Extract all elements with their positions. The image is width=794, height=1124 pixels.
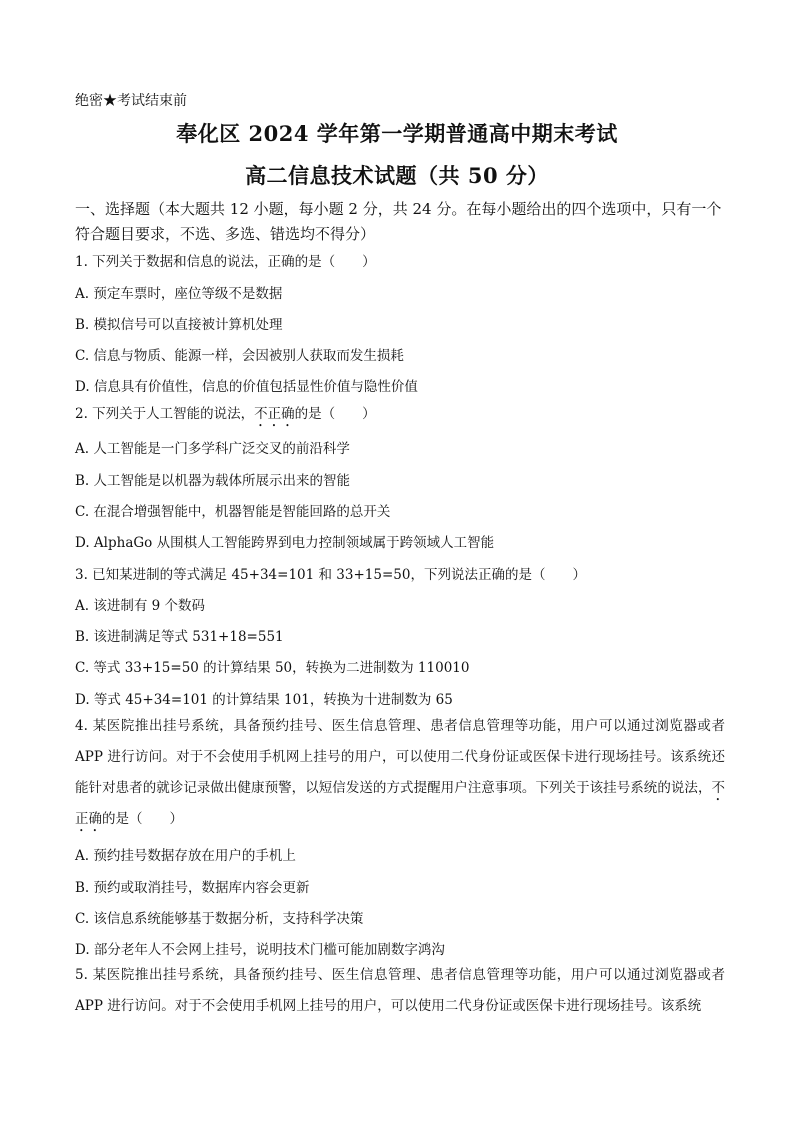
q1-option-a: A. 预定车票时，座位等级不是数据: [75, 286, 283, 302]
q2-stem-emphasis: 不正确: [254, 406, 295, 422]
q4-stem: [75, 711, 725, 835]
exam-subtitle: 高二信息技术试题（共 50 分）: [245, 163, 549, 188]
q2-option-a: A. 人工智能是一门多学科广泛交叉的前沿科学: [75, 441, 350, 457]
q3-stem: 3. 已知某进制的等式满足 45+34=101 和 33+15=50，下列说法正确的是（ ）: [75, 567, 586, 583]
q1-option-d: D. 信息具有价值性，信息的价值包括显性价值与隐性价值: [75, 379, 418, 395]
q2-option-d: D. AlphaGo 从围棋人工智能跨界到电力控制领域属于跨领域人工智能: [75, 535, 495, 551]
q1-option-c: C. 信息与物质、能源一样，会因被别人获取而发生损耗: [75, 348, 404, 364]
q4-stem-pre: 4. 某医院推出挂号系统，具备预约挂号、医生信息管理、患者信息管理等功能，用户可以通过浏览器或者 APP 进行访问。对于不会使用手机网上挂号的用户，可以使用二代身份证或医保卡进行现场挂号。该系统还能针对患者的就诊记录做出健康预警，以短信发送的方式提醒用户注意事项。下列关于该挂号系统的说法，: [75, 718, 725, 796]
q4-option-d: D. 部分老年人不会网上挂号，说明技术门槛可能加剧数字鸿沟: [75, 942, 445, 958]
q2-stem-post: 的是（ ）: [294, 406, 376, 422]
exam-title: 奉化区 2024 学年第一学期普通高中期末考试: [176, 121, 618, 146]
q3-option-a: A. 该进制有 9 个数码: [75, 598, 206, 614]
q1-option-b: B. 模拟信号可以直接被计算机处理: [75, 317, 283, 333]
q1-stem: 1. 下列关于数据和信息的说法，正确的是（ ）: [75, 254, 376, 270]
q4-option-c: C. 该信息系统能够基于数据分析，支持科学决策: [75, 911, 364, 927]
q3-option-c: C. 等式 33+15=50 的计算结果 50，转换为二进制数为 110010: [75, 660, 470, 676]
q4-stem-post: 的是（ ）: [102, 811, 183, 827]
q4-option-b: B. 预约或取消挂号，数据库内容会更新: [75, 880, 310, 896]
q2-stem: [75, 402, 376, 430]
secret-label: 绝密★考试结束前: [75, 93, 187, 109]
q2-stem-pre: 2. 下列关于人工智能的说法，: [75, 406, 255, 422]
q3-option-b: B. 该进制满足等式 531+18=551: [75, 629, 284, 645]
q4-option-a: A. 预约挂号数据存放在用户的手机上: [75, 848, 296, 864]
q2-option-c: C. 在混合增强智能中，机器智能是智能回路的总开关: [75, 504, 391, 520]
q2-option-b: B. 人工智能是以机器为载体所展示出来的智能: [75, 473, 351, 489]
q3-option-d: D. 等式 45+34=101 的计算结果 101，转换为十进制数为 65: [75, 692, 453, 708]
section-heading: 一、选择题（本大题共 12 小题，每小题 2 分，共 24 分。在每小题给出的四个选项中，只有一个符合题目要求，不选、多选、错选均不得分）: [75, 200, 722, 243]
q5-stem: 5. 某医院推出挂号系统，具备预约挂号、医生信息管理、患者信息管理等功能，用户可以通过浏览器或者 APP 进行访问。对于不会使用手机网上挂号的用户，可以使用二代身份证或医保卡进行现场挂号。该系统: [75, 967, 725, 1014]
q4-stem-emphasis: 不正确: [75, 780, 725, 827]
